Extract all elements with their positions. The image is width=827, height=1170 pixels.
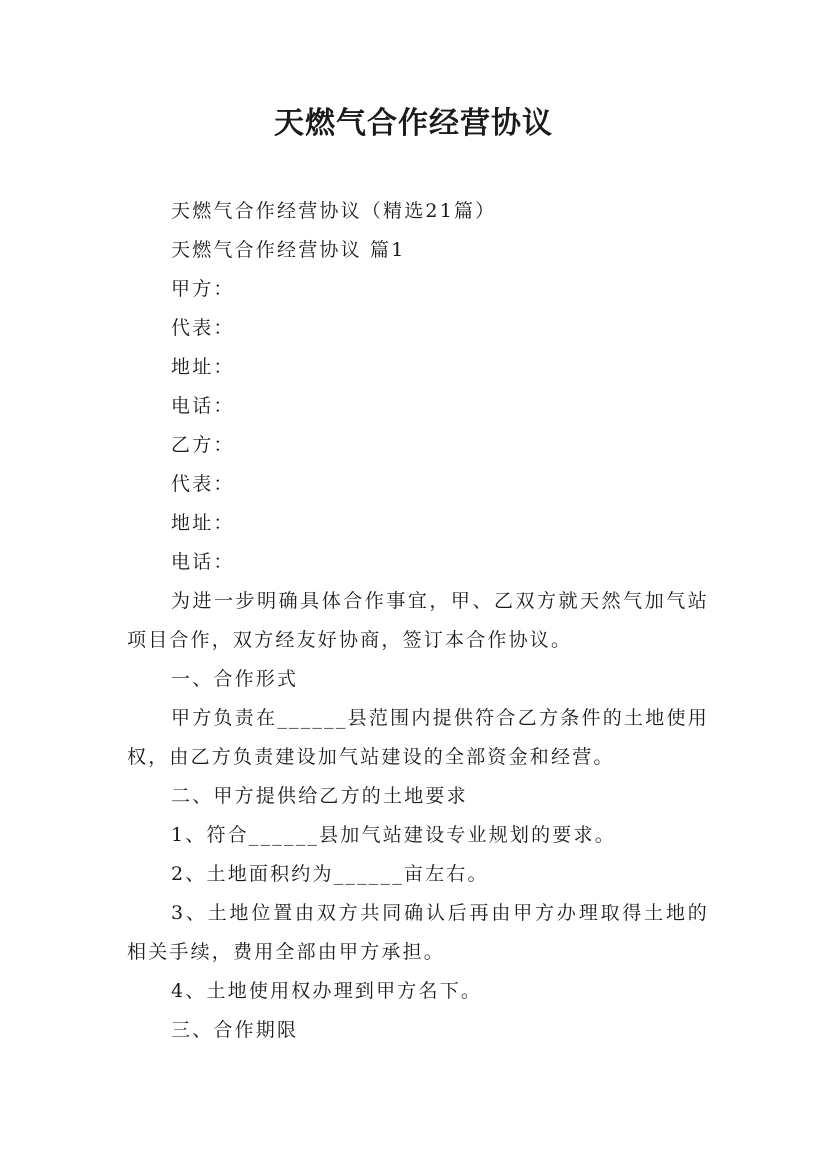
paragraph-cooperation-form: 甲方负责在______县范围内提供符合乙方条件的土地使用权，由乙方负责建设加气站建设的全部资金和经营。 (127, 707, 709, 768)
paragraph-party-a: 甲方： (171, 278, 235, 300)
section-heading-land-requirements: 二、甲方提供给乙方的土地要求 (171, 785, 468, 807)
document-title: 天燃气合作经营协议 (274, 106, 553, 141)
paragraph-party-b-address: 地址： (171, 512, 235, 534)
paragraph-party-a-address: 地址： (171, 356, 235, 378)
paragraph-party-a-representative: 代表： (171, 317, 235, 339)
paragraph-article-heading: 天燃气合作经营协议 篇1 (171, 239, 406, 261)
list-item-land-requirement-3: 3、土地位置由双方共同确认后再由甲方办理取得土地的相关手续，费用全部由甲方承担。 (127, 902, 709, 963)
paragraph-party-b: 乙方： (171, 434, 235, 456)
section-heading-cooperation-term: 三、合作期限 (171, 1019, 299, 1041)
paragraph-party-b-phone: 电话： (171, 551, 235, 573)
paragraph-party-a-phone: 电话： (171, 395, 235, 417)
list-item-land-requirement-4: 4、土地使用权办理到甲方名下。 (171, 980, 483, 1002)
list-item-land-requirement-1: 1、符合______县加气站建设专业规划的要求。 (171, 824, 616, 846)
paragraph-party-b-representative: 代表： (171, 473, 235, 495)
section-heading-cooperation-form: 一、合作形式 (171, 668, 299, 690)
paragraph-preamble: 为进一步明确具体合作事宜，甲、乙双方就天然气加气站项目合作，双方经友好协商，签订本合作协议。 (127, 590, 709, 651)
paragraph-collection-heading: 天燃气合作经营协议（精选21篇） (171, 200, 497, 222)
document-body (127, 192, 709, 1050)
list-item-land-requirement-2: 2、土地面积约为______亩左右。 (171, 863, 489, 885)
